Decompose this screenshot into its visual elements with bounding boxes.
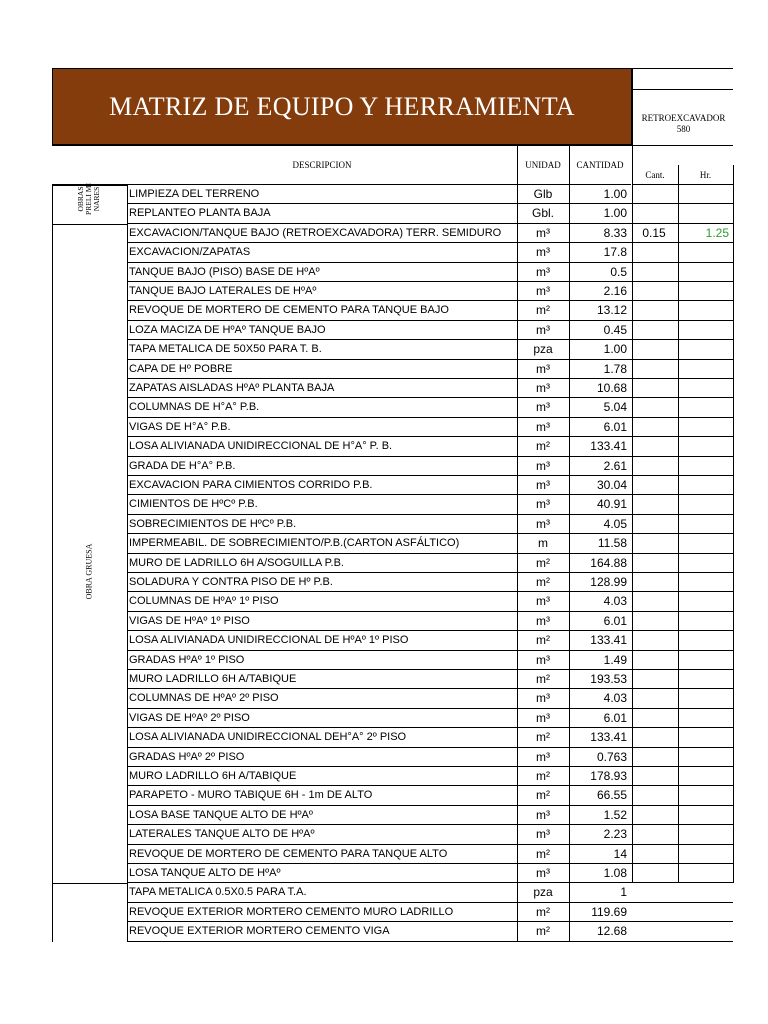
- row-unit: m³: [536, 866, 550, 880]
- row-equip-cant: [631, 767, 677, 785]
- row-equip-cant: [631, 554, 677, 572]
- row-unit: m³: [536, 691, 550, 706]
- row-equip-cant: [631, 709, 677, 727]
- row-equip-hr: [677, 457, 731, 475]
- row-unit: Glb: [533, 187, 553, 201]
- row-equip-hr: [677, 825, 731, 843]
- row-equip-cant: [631, 301, 677, 319]
- row-equip-hr: [677, 845, 731, 863]
- row-description: COLUMNAS DE HºAº 2º PISO: [129, 692, 279, 705]
- row-quantity: 1.78: [603, 361, 627, 376]
- row-equip-hr: [677, 554, 731, 572]
- table-row: [127, 457, 733, 476]
- row-equip-hr: [677, 185, 731, 203]
- row-quantity: 6.01: [603, 419, 627, 434]
- table-row: [127, 883, 733, 902]
- row-description: TAPA METALICA DE 50X50 PARA T. B.: [129, 343, 322, 356]
- row-unit: m: [538, 536, 548, 551]
- row-quantity: 1.00: [603, 206, 627, 221]
- row-unit: m³: [536, 264, 550, 279]
- table-row: [127, 689, 733, 708]
- row-equip-hr: [677, 515, 731, 533]
- row-unit: m³: [536, 516, 550, 531]
- header-descripcion: DESCRIPCION: [127, 145, 517, 185]
- table-row: [127, 476, 733, 495]
- row-description: TANQUE BAJO (PISO) BASE DE HºAº: [129, 265, 320, 278]
- row-equip-cant: [631, 418, 677, 436]
- row-equip-hr: [677, 612, 731, 630]
- row-description: IMPERMEABIL. DE SOBRECIMIENTO/P.B.(CARTON ASFÁLTICO): [129, 537, 460, 550]
- row-equip-hr: [677, 495, 731, 513]
- row-quantity: 17.8: [603, 245, 627, 260]
- row-equip-hr: [677, 573, 731, 591]
- row-equip-hr: [677, 689, 731, 707]
- row-quantity: 4.03: [603, 691, 627, 706]
- header-cant: Cant.: [632, 165, 678, 185]
- row-quantity: 10.68: [596, 381, 627, 395]
- table-row: [127, 282, 733, 301]
- row-description: GRADA DE H°A° P.B.: [129, 459, 236, 472]
- table-row: [127, 495, 733, 514]
- row-equip-hr: [677, 243, 731, 261]
- row-unit: m³: [536, 594, 550, 609]
- row-unit: m²: [536, 769, 550, 783]
- table-row: [127, 398, 733, 417]
- row-description: LOSA ALIVIANADA UNIDIRECCIONAL DE H°A° P. B.: [129, 440, 393, 453]
- row-quantity: 1.08: [603, 866, 627, 880]
- row-description: VIGAS DE HºAº 1º PISO: [129, 614, 250, 627]
- row-equip-hr: [677, 592, 731, 610]
- row-unit: m³: [536, 710, 550, 725]
- row-description: COLUMNAS DE HºAº 1º PISO: [129, 595, 279, 608]
- row-quantity: 0.45: [603, 322, 627, 337]
- table-row: [127, 573, 733, 592]
- row-unit: m³: [536, 245, 550, 260]
- row-unit: m²: [536, 904, 550, 919]
- table-row: [127, 631, 733, 650]
- row-quantity: 4.05: [603, 516, 627, 531]
- table-row: [127, 709, 733, 728]
- row-equip-cant: [631, 476, 677, 494]
- row-equip-hr: [677, 748, 731, 766]
- row-equip-cant: [631, 670, 677, 688]
- table-row: [127, 748, 733, 767]
- row-equip-cant: [631, 204, 677, 222]
- row-description: CAPA DE Hº POBRE: [129, 362, 233, 375]
- row-equip-cant: [631, 631, 677, 649]
- row-equip-hr: [677, 301, 731, 319]
- row-equip-cant: [631, 340, 677, 358]
- table-row: [127, 534, 733, 553]
- row-equip-hr: [677, 728, 731, 746]
- row-description: SOLADURA Y CONTRA PISO DE Hº P.B.: [129, 576, 333, 588]
- row-unit: m³: [536, 807, 550, 822]
- page-title: MATRIZ DE EQUIPO Y HERRAMIENTA: [109, 91, 575, 121]
- table-row: [127, 224, 733, 243]
- row-equip-cant: [631, 651, 677, 669]
- row-quantity: 6.01: [603, 613, 627, 628]
- group-label: OBRA GRUESA: [84, 543, 94, 600]
- row-unit: m²: [536, 788, 550, 803]
- row-equip-cant: [631, 845, 677, 863]
- row-description: VIGAS DE HºAº 2º PISO: [129, 711, 250, 724]
- row-unit: m²: [536, 730, 550, 745]
- row-equip-cant: [631, 282, 677, 300]
- table-row: [127, 360, 733, 379]
- table-row: [127, 767, 733, 786]
- row-description: LATERALES TANQUE ALTO DE HºAº: [129, 828, 315, 841]
- row-unit: m³: [536, 497, 550, 512]
- row-unit: m²: [536, 555, 550, 570]
- row-unit: Gbl.: [531, 206, 554, 221]
- row-equip-hr: [677, 321, 731, 339]
- table-row: [127, 263, 733, 282]
- row-unit: m³: [536, 827, 550, 842]
- row-description: GRADAS HºAº 2º PISO: [129, 750, 245, 763]
- row-equip-hr: [677, 476, 731, 494]
- row-quantity: 0.763: [596, 749, 627, 764]
- row-equip-hr: [677, 883, 731, 901]
- table-row: [127, 903, 733, 922]
- row-equip-hr: [677, 864, 731, 882]
- row-quantity: 133.41: [590, 633, 627, 648]
- table-row: [127, 185, 733, 204]
- row-equip-cant: [631, 457, 677, 475]
- row-description: LOSA TANQUE ALTO DE HºAº: [129, 867, 281, 879]
- equipment-header: [632, 68, 733, 145]
- row-equip-hr: [677, 670, 731, 688]
- row-quantity: 30.04: [596, 478, 627, 492]
- table-row: [127, 806, 733, 825]
- row-equip-hr: [677, 263, 731, 281]
- row-unit: m²: [536, 672, 550, 686]
- table-row: [127, 437, 733, 456]
- row-description: LIMPIEZA DEL TERRENO: [129, 188, 260, 200]
- table-row: [127, 379, 733, 398]
- row-description: EXCAVACION/TANQUE BAJO (RETROEXCAVADORA) TERR. SEMIDURO: [129, 226, 502, 239]
- table-row: [127, 922, 733, 941]
- table-row: [127, 786, 733, 805]
- row-description: MURO DE LADRILLO 6H A/SOGUILLA P.B.: [129, 556, 344, 569]
- row-unit: m³: [536, 225, 550, 240]
- row-unit: m²: [536, 633, 550, 648]
- row-description: COLUMNAS DE H°A° P.B.: [129, 401, 260, 414]
- row-description: EXCAVACION/ZAPATAS: [129, 246, 251, 259]
- row-quantity: 133.41: [590, 730, 627, 745]
- row-equip-cant: [631, 263, 677, 281]
- row-description: LOSA ALIVIANADA UNIDIRECCIONAL DEH°A° 2º PISO: [129, 731, 407, 744]
- row-quantity: 5.04: [603, 400, 627, 415]
- row-equip-hr: [677, 709, 731, 727]
- row-quantity: 178.93: [590, 769, 627, 783]
- row-equip-cant: [631, 883, 677, 901]
- row-description: LOSA BASE TANQUE ALTO DE HºAº: [129, 808, 313, 821]
- row-quantity: 1.00: [603, 187, 627, 201]
- group-label: OBRAS PRELI MI NARES: [76, 183, 101, 215]
- row-description: VIGAS DE H°A° P.B.: [129, 420, 231, 433]
- row-unit: m²: [536, 575, 550, 589]
- row-equip-cant: [631, 748, 677, 766]
- row-unit: m²: [536, 303, 550, 318]
- row-quantity: 0.5: [610, 264, 627, 279]
- row-equip-cant: [631, 689, 677, 707]
- row-quantity: 14: [613, 846, 627, 861]
- row-description: GRADAS HºAº 1º PISO: [129, 653, 245, 666]
- header-unidad: UNIDAD: [517, 145, 569, 185]
- table-row: [127, 340, 733, 359]
- row-description: LOZA MACIZA DE HºAº TANQUE BAJO: [129, 323, 326, 336]
- row-equip-cant: 0.15: [642, 225, 666, 240]
- row-equip-hr: [677, 786, 731, 804]
- row-equip-cant: [631, 728, 677, 746]
- row-equip-hr: [677, 534, 731, 552]
- row-equip-hr: [677, 379, 731, 397]
- title-banner: [52, 68, 632, 145]
- row-unit: pza: [533, 342, 553, 357]
- table-row: [127, 321, 733, 340]
- row-equip-hr: [677, 340, 731, 358]
- row-quantity: 13.12: [596, 303, 627, 318]
- row-description: ZAPATAS AISLADAS HºAº PLANTA BAJA: [129, 382, 335, 394]
- row-quantity: 4.03: [603, 594, 627, 609]
- row-quantity: 1.49: [603, 652, 627, 667]
- table-row: [127, 864, 733, 883]
- row-unit: m³: [536, 381, 550, 395]
- row-equip-cant: [631, 321, 677, 339]
- row-unit: pza: [533, 885, 553, 900]
- row-equip-cant: [631, 806, 677, 824]
- table-row: [127, 204, 733, 223]
- row-unit: m²: [536, 846, 550, 861]
- row-unit: m³: [536, 652, 550, 667]
- row-quantity: 128.99: [590, 575, 627, 589]
- row-description: MURO LADRILLO 6H A/TABIQUE: [129, 770, 297, 782]
- table-row: [127, 728, 733, 747]
- row-quantity: 2.16: [603, 284, 627, 298]
- header-cantidad: CANTIDAD: [569, 145, 631, 185]
- row-quantity: 164.88: [590, 555, 627, 570]
- row-description: LOSA ALIVIANADA UNIDIRECCIONAL DE HºAº 1º PISO: [129, 634, 409, 647]
- row-description: TANQUE BAJO LATERALES DE HºAº: [129, 285, 317, 297]
- row-description: REVOQUE EXTERIOR MORTERO CEMENTO MURO LADRILLO: [129, 905, 454, 918]
- row-unit: m³: [536, 613, 550, 628]
- row-unit: m³: [536, 458, 550, 473]
- row-equip-hr: [677, 360, 731, 378]
- row-description: REVOQUE EXTERIOR MORTERO CEMENTO VIGA: [129, 925, 390, 938]
- row-equip-hr: 1.25: [705, 225, 729, 240]
- row-description: MURO LADRILLO 6H A/TABIQUE: [129, 673, 297, 685]
- row-description: SOBRECIMIENTOS DE HºCº P.B.: [129, 517, 297, 530]
- row-unit: m³: [536, 400, 550, 415]
- row-equip-cant: [631, 515, 677, 533]
- row-equip-cant: [631, 243, 677, 261]
- row-quantity: 12.68: [596, 924, 627, 939]
- row-quantity: 193.53: [590, 672, 627, 686]
- table-row: [127, 651, 733, 670]
- table-row: [127, 670, 733, 689]
- row-equip-hr: [677, 398, 731, 416]
- row-quantity: 1.52: [603, 807, 627, 822]
- table-row: [127, 554, 733, 573]
- row-unit: m³: [536, 419, 550, 434]
- row-description: PARAPETO - MURO TABIQUE 6H - 1m DE ALTO: [129, 789, 373, 802]
- row-unit: m³: [536, 322, 550, 337]
- table-row: [127, 845, 733, 864]
- row-unit: m³: [536, 284, 550, 298]
- header-group: [52, 145, 127, 185]
- row-equip-hr: [677, 437, 731, 455]
- row-quantity: 2.61: [603, 458, 627, 473]
- row-equip-hr: [677, 903, 731, 921]
- row-unit: m³: [536, 749, 550, 764]
- row-quantity: 66.55: [596, 788, 627, 803]
- table-row: [127, 301, 733, 320]
- row-description: EXCAVACION PARA CIMIENTOS CORRIDO P.B.: [129, 479, 373, 491]
- table-row: [127, 243, 733, 262]
- table-row: [127, 418, 733, 437]
- row-equip-cant: [631, 495, 677, 513]
- row-quantity: 6.01: [603, 710, 627, 725]
- table-row: [127, 515, 733, 534]
- row-quantity: 11.58: [597, 536, 627, 551]
- row-unit: m³: [536, 478, 550, 492]
- row-equip-cant: [631, 864, 677, 882]
- row-description: REVOQUE DE MORTERO DE CEMENTO PARA TANQUE ALTO: [129, 847, 448, 860]
- row-equip-hr: [677, 767, 731, 785]
- row-equip-hr: [677, 418, 731, 436]
- row-equip-cant: [631, 185, 677, 203]
- row-equip-cant: [631, 437, 677, 455]
- row-equip-cant: [631, 398, 677, 416]
- row-unit: m³: [536, 361, 550, 376]
- row-unit: m²: [536, 924, 550, 939]
- row-quantity: 133.41: [590, 439, 627, 454]
- row-equip-cant: [631, 922, 677, 940]
- row-equip-hr: [677, 651, 731, 669]
- row-equip-hr: [677, 631, 731, 649]
- table-row: [127, 825, 733, 844]
- row-equip-cant: [631, 612, 677, 630]
- table-row: [127, 612, 733, 631]
- row-equip-cant: [631, 360, 677, 378]
- header-hr: Hr.: [678, 165, 733, 185]
- row-equip-hr: [677, 204, 731, 222]
- row-quantity: 40.91: [596, 497, 627, 512]
- row-equip-hr: [677, 282, 731, 300]
- row-unit: m²: [536, 439, 550, 454]
- row-equip-cant: [631, 825, 677, 843]
- row-equip-cant: [631, 903, 677, 921]
- row-quantity: 1: [620, 885, 627, 900]
- row-equip-cant: [631, 534, 677, 552]
- row-equip-cant: [631, 786, 677, 804]
- row-equip-hr: [677, 806, 731, 824]
- row-equip-cant: [631, 573, 677, 591]
- row-description: TAPA METALICA 0.5X0.5 PARA T.A.: [129, 886, 307, 899]
- row-description: REPLANTEO PLANTA BAJA: [129, 207, 271, 220]
- row-description: CIMIENTOS DE HºCº P.B.: [129, 498, 258, 511]
- row-quantity: 1.00: [603, 342, 627, 357]
- table-row: [127, 592, 733, 611]
- row-quantity: 119.69: [591, 904, 627, 919]
- row-quantity: 2.23: [603, 827, 627, 842]
- row-description: REVOQUE DE MORTERO DE CEMENTO PARA TANQUE BAJO: [129, 304, 449, 317]
- row-equip-cant: [631, 592, 677, 610]
- row-equip-cant: [631, 379, 677, 397]
- row-equip-hr: [677, 922, 731, 940]
- row-quantity: 8.33: [603, 225, 627, 240]
- equipment-name: RETROEXCAVADOR 580: [641, 113, 726, 134]
